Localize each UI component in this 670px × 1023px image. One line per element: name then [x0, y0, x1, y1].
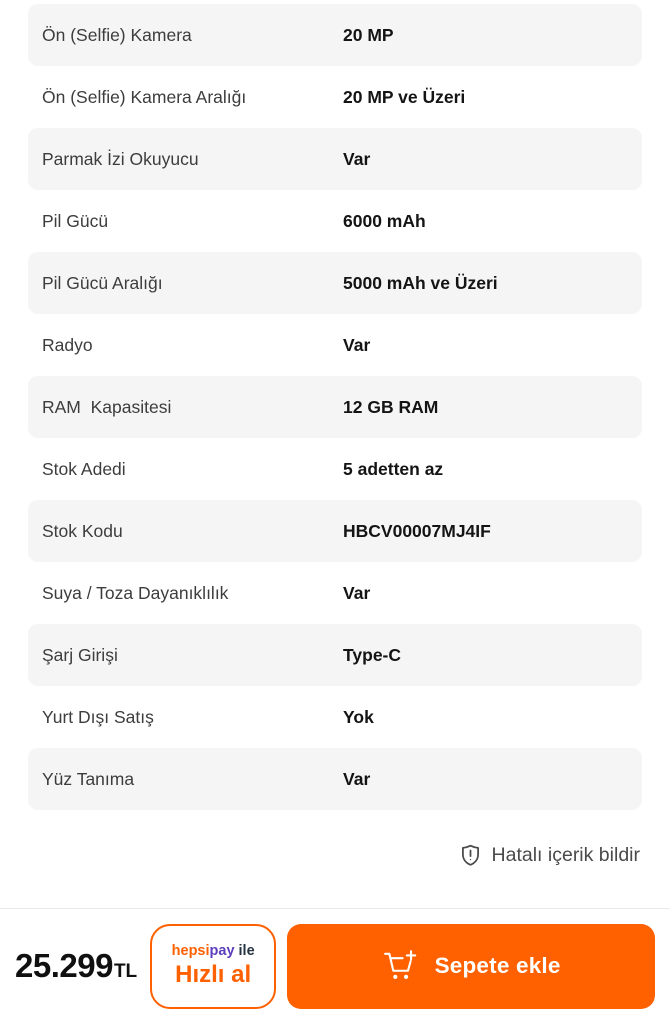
spec-row	[28, 624, 642, 686]
spec-row	[28, 252, 642, 314]
shield-exclamation-icon	[458, 843, 483, 868]
hepsipay-logo	[172, 944, 255, 960]
spec-row	[28, 562, 642, 624]
spec-value: Var	[343, 768, 371, 789]
spec-label: Stok Adedi	[42, 458, 126, 479]
report-label: Hatalı içerik bildir	[491, 844, 640, 866]
spec-value: Var	[343, 334, 371, 355]
price-currency: TL	[113, 961, 138, 982]
spec-row	[28, 438, 642, 500]
spec-label: Yurt Dışı Satış	[42, 706, 154, 727]
quick-buy-button[interactable]	[150, 924, 276, 1009]
spec-row	[28, 376, 642, 438]
spec-row	[28, 190, 642, 252]
spec-value: 12 GB RAM	[343, 396, 439, 417]
spec-label: Ön (Selfie) Kamera	[42, 24, 192, 45]
spec-label: Yüz Tanıma	[42, 768, 135, 789]
spec-label: Pil Gücü	[42, 210, 109, 231]
spec-row	[28, 66, 642, 128]
spec-value: 6000 mAh	[343, 210, 426, 231]
spec-value: 5 adetten az	[343, 458, 444, 479]
spec-value: HBCV00007MJ4IF	[343, 520, 491, 541]
spec-label: Ön (Selfie) Kamera Aralığı	[42, 86, 247, 107]
spec-value: Type-C	[343, 644, 402, 665]
spec-label: Pil Gücü Aralığı	[42, 272, 163, 293]
spec-row	[28, 4, 642, 66]
spec-row	[28, 748, 642, 810]
spec-label: Suya / Toza Dayanıklılık	[42, 582, 229, 603]
spec-row	[28, 686, 642, 748]
report-incorrect-content-link[interactable]	[0, 843, 640, 868]
spec-label: Şarj Girişi	[42, 644, 118, 665]
hepsipay-logo-hepsi: hepsi	[171, 942, 210, 959]
spec-label: Parmak İzi Okuyucu	[42, 148, 199, 169]
spec-label: RAM Kapasitesi	[42, 396, 172, 417]
hepsipay-logo-ile: ile	[238, 942, 255, 959]
spec-row	[28, 500, 642, 562]
spec-row	[28, 314, 642, 376]
spec-value: Var	[343, 582, 371, 603]
add-to-cart-button[interactable]	[287, 924, 655, 1009]
product-price	[15, 947, 137, 985]
add-to-cart-label: Sepete ekle	[434, 953, 561, 978]
spec-value: 20 MP ve Üzeri	[343, 86, 466, 107]
purchase-bar	[0, 908, 670, 1023]
cart-plus-icon	[382, 949, 420, 983]
spec-row	[28, 128, 642, 190]
spec-value: Var	[343, 148, 371, 169]
hepsipay-logo-pay: pay	[209, 942, 235, 959]
price-amount: 25.299	[15, 947, 113, 984]
spec-value: 5000 mAh ve Üzeri	[343, 272, 498, 293]
spec-value: 20 MP	[343, 24, 394, 45]
quick-buy-label: Hızlı al	[175, 960, 252, 988]
spec-label: Radyo	[42, 334, 93, 355]
spec-value: Yok	[343, 706, 374, 727]
spec-label: Stok Kodu	[42, 520, 123, 541]
